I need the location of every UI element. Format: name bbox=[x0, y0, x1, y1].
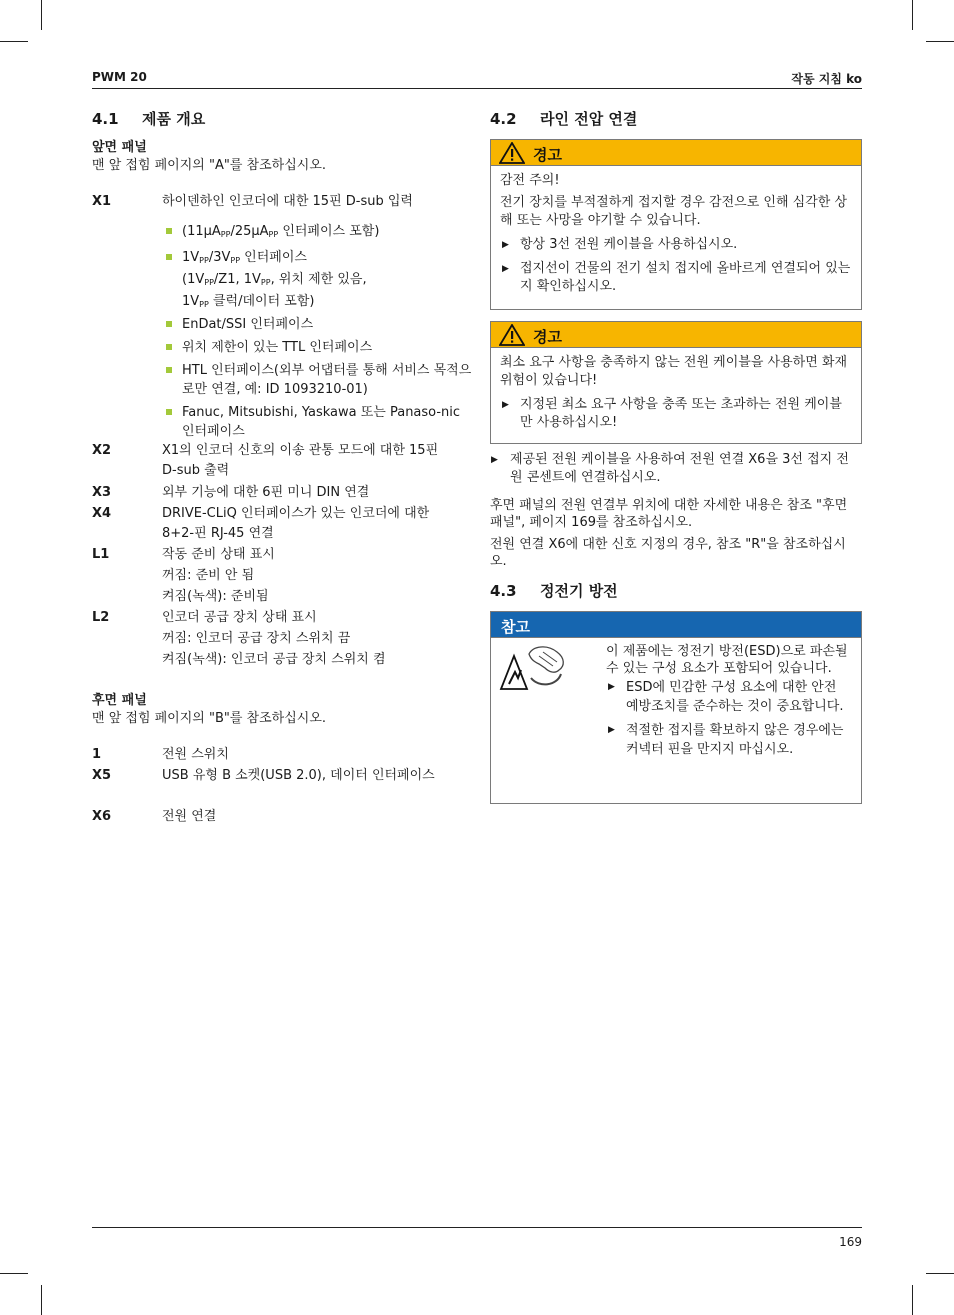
desc-line: 인코더 공급 장치 상태 표시 bbox=[162, 610, 317, 625]
term-x5: X5 bbox=[92, 768, 112, 783]
warning-label: 경고 bbox=[533, 328, 562, 346]
front-panel-text: 맨 앞 접힘 페이지의 "A"를 참조하십시오. bbox=[92, 158, 327, 173]
instruction-step bbox=[490, 451, 858, 487]
section-4-3-title bbox=[490, 580, 618, 601]
desc-x6: 전원 연결 bbox=[162, 809, 217, 824]
paragraph: 전원 연결 X6에 대한 신호 지정의 경우, 참조 "R"을 참조하십시오. bbox=[490, 537, 846, 569]
warning-hazard: 감전 주의! bbox=[500, 173, 560, 188]
warning-header bbox=[491, 140, 861, 166]
subscript: PP bbox=[220, 230, 231, 239]
bullet-item bbox=[166, 248, 472, 314]
page-header bbox=[92, 68, 862, 89]
section-number: 4.3 bbox=[490, 582, 517, 600]
crop-mark bbox=[926, 1273, 954, 1274]
subscript: PP bbox=[199, 256, 209, 265]
desc-x2: X1의 인코더 신호의 이송 관통 모드에 대한 15핀 D-sub 출력 bbox=[162, 443, 439, 478]
bullet-item bbox=[166, 222, 472, 244]
note-action: ▶ 적절한 접지를 확보하지 않은 경우에는 커넥터 핀을 만지지 마십시오. bbox=[606, 721, 851, 759]
text: /3V bbox=[208, 250, 231, 265]
bullet-item: HTL 인터페이스(외부 어댑터를 통해 서비스 목적으로만 연결, 예: ID 1093210-01) bbox=[166, 361, 472, 399]
desc-line: 켜짐(녹색): 준비됨 bbox=[162, 589, 269, 604]
note-box-esd bbox=[490, 611, 862, 804]
term-l1: L1 bbox=[92, 547, 110, 562]
text: 인터페이스 포함) bbox=[278, 224, 380, 239]
term-l2: L2 bbox=[92, 610, 110, 625]
crop-mark bbox=[912, 0, 913, 30]
crop-mark bbox=[41, 1285, 42, 1315]
text: /25µA bbox=[230, 224, 269, 239]
text: 클럭/데이터 포함) bbox=[208, 294, 315, 309]
header-product: PWM 20 bbox=[92, 70, 147, 84]
text: (1V bbox=[182, 272, 205, 287]
warning-triangle-icon bbox=[499, 324, 525, 346]
term-x1: X1 bbox=[92, 194, 112, 209]
bullet-item: 위치 제한이 있는 TTL 인터페이스 bbox=[166, 338, 472, 357]
subscript: PP bbox=[260, 278, 271, 287]
text: , 위치 제한 있음, bbox=[270, 272, 367, 287]
desc-line: 꺼짐: 준비 안 됨 bbox=[162, 568, 255, 583]
rear-panel-text: 맨 앞 접힘 페이지의 "B"를 참조하십시오. bbox=[92, 711, 327, 726]
esd-warning-icon bbox=[499, 644, 569, 694]
text: 1V bbox=[182, 294, 200, 309]
warning-box-fire bbox=[490, 321, 862, 444]
warning-header bbox=[491, 322, 861, 348]
subscript: PP bbox=[230, 256, 241, 265]
rear-panel-heading: 후면 패널 bbox=[92, 693, 147, 708]
paragraph: 후면 패널의 전원 연결부 위치에 대한 자세한 내용은 참조 "후면 패널", 페이지 169를 참조하십시오. bbox=[490, 498, 848, 530]
warning-triangle-icon bbox=[499, 142, 525, 164]
desc-x5: USB 유형 B 소켓(USB 2.0), 데이터 인터페이스 bbox=[162, 768, 435, 783]
term-x4: X4 bbox=[92, 506, 112, 521]
text: /Z1, 1V bbox=[213, 272, 261, 287]
desc-x3: 외부 기능에 대한 6핀 미니 DIN 연결 bbox=[162, 485, 370, 500]
arrow-icon: ▶ bbox=[491, 455, 498, 465]
warning-consequence: 전기 장치를 부적절하게 접지할 경우 감전으로 인해 심각한 상해 또는 사망을 야기할 수 있습니다. bbox=[500, 195, 848, 228]
note-action: ▶ ESD에 민감한 구성 요소에 대한 안전 예방조치를 준수하는 것이 중요합니다. bbox=[606, 678, 851, 716]
desc-line: 작동 준비 상태 표시 bbox=[162, 547, 275, 562]
desc-x4: DRIVE-CLiQ 인터페이스가 있는 인코더에 대한 8+2-핀 RJ-45 연결 bbox=[162, 506, 430, 541]
crop-mark bbox=[926, 41, 954, 42]
front-panel-heading: 앞면 패널 bbox=[92, 140, 147, 155]
section-number: 4.1 bbox=[92, 110, 119, 128]
bullet-item: EnDat/SSI 인터페이스 bbox=[166, 315, 472, 334]
section-number: 4.2 bbox=[490, 110, 517, 128]
crop-mark bbox=[912, 1285, 913, 1315]
desc-line: 꺼짐: 인코더 공급 장치 스위치 끔 bbox=[162, 631, 351, 646]
crop-mark bbox=[0, 41, 28, 42]
bullet-item: Fanuc, Mitsubishi, Yaskawa 또는 Panaso-nic 인터페이스 bbox=[166, 403, 472, 441]
crop-mark bbox=[0, 1273, 28, 1274]
footer-rule bbox=[92, 1227, 862, 1228]
desc-l1 bbox=[162, 545, 462, 607]
subscript: PP bbox=[204, 278, 214, 287]
header-doc-title: 작동 지침 ko bbox=[791, 72, 862, 86]
warning-action: ▶ 접지선이 건물의 전기 설치 접지에 올바르게 연결되어 있는지 확인하십시오. bbox=[500, 260, 853, 296]
section-4-1-title bbox=[92, 108, 205, 129]
term-x3: X3 bbox=[92, 485, 112, 500]
instruction-text: 제공된 전원 케이블을 사용하여 전원 연결 X6을 3선 접지 전원 콘센트에 연결하십시오. bbox=[510, 452, 849, 485]
desc-1: 전원 스위치 bbox=[162, 747, 229, 762]
term-1: 1 bbox=[92, 747, 102, 762]
warning-body bbox=[491, 348, 861, 438]
warning-action: ▶ 지정된 최소 요구 사항을 충족 또는 초과하는 전원 케이블만 사용하십시오! bbox=[500, 396, 853, 432]
warning-hazard: 최소 요구 사항을 충족하지 않는 전원 케이블을 사용하면 화재 위험이 있습니다! bbox=[500, 355, 848, 388]
page-number: 169 bbox=[839, 1235, 862, 1249]
text: 1V bbox=[182, 250, 200, 265]
warning-action: ▶ 항상 3선 전원 케이블을 사용하십시오. bbox=[500, 236, 853, 254]
note-body bbox=[606, 643, 851, 759]
subscript: PP bbox=[199, 300, 209, 309]
section-4-2-title bbox=[490, 108, 637, 129]
text: (11µA bbox=[182, 224, 221, 239]
section-title: 제품 개요 bbox=[142, 110, 206, 128]
warning-box-shock bbox=[490, 139, 862, 310]
warning-body bbox=[491, 166, 861, 302]
note-text: 이 제품에는 정전기 방전(ESD)으로 파손될 수 있는 구성 요소가 포함되어 있습니다. bbox=[606, 644, 848, 676]
section-title: 라인 전압 연결 bbox=[540, 110, 638, 128]
term-x6: X6 bbox=[92, 809, 112, 824]
warning-label: 경고 bbox=[533, 146, 562, 164]
note-header bbox=[491, 612, 861, 638]
text: 인터페이스 bbox=[240, 250, 307, 265]
subscript: PP bbox=[268, 230, 279, 239]
note-label: 참고 bbox=[501, 618, 530, 636]
desc-x1: 하이덴하인 인코더에 대한 15핀 D-sub 입력 bbox=[162, 194, 413, 209]
desc-l2 bbox=[162, 608, 462, 670]
desc-line: 켜짐(녹색): 인코더 공급 장치 스위치 켬 bbox=[162, 652, 386, 667]
section-title: 정전기 방전 bbox=[540, 582, 618, 600]
term-x2: X2 bbox=[92, 443, 112, 458]
crop-mark bbox=[41, 0, 42, 30]
